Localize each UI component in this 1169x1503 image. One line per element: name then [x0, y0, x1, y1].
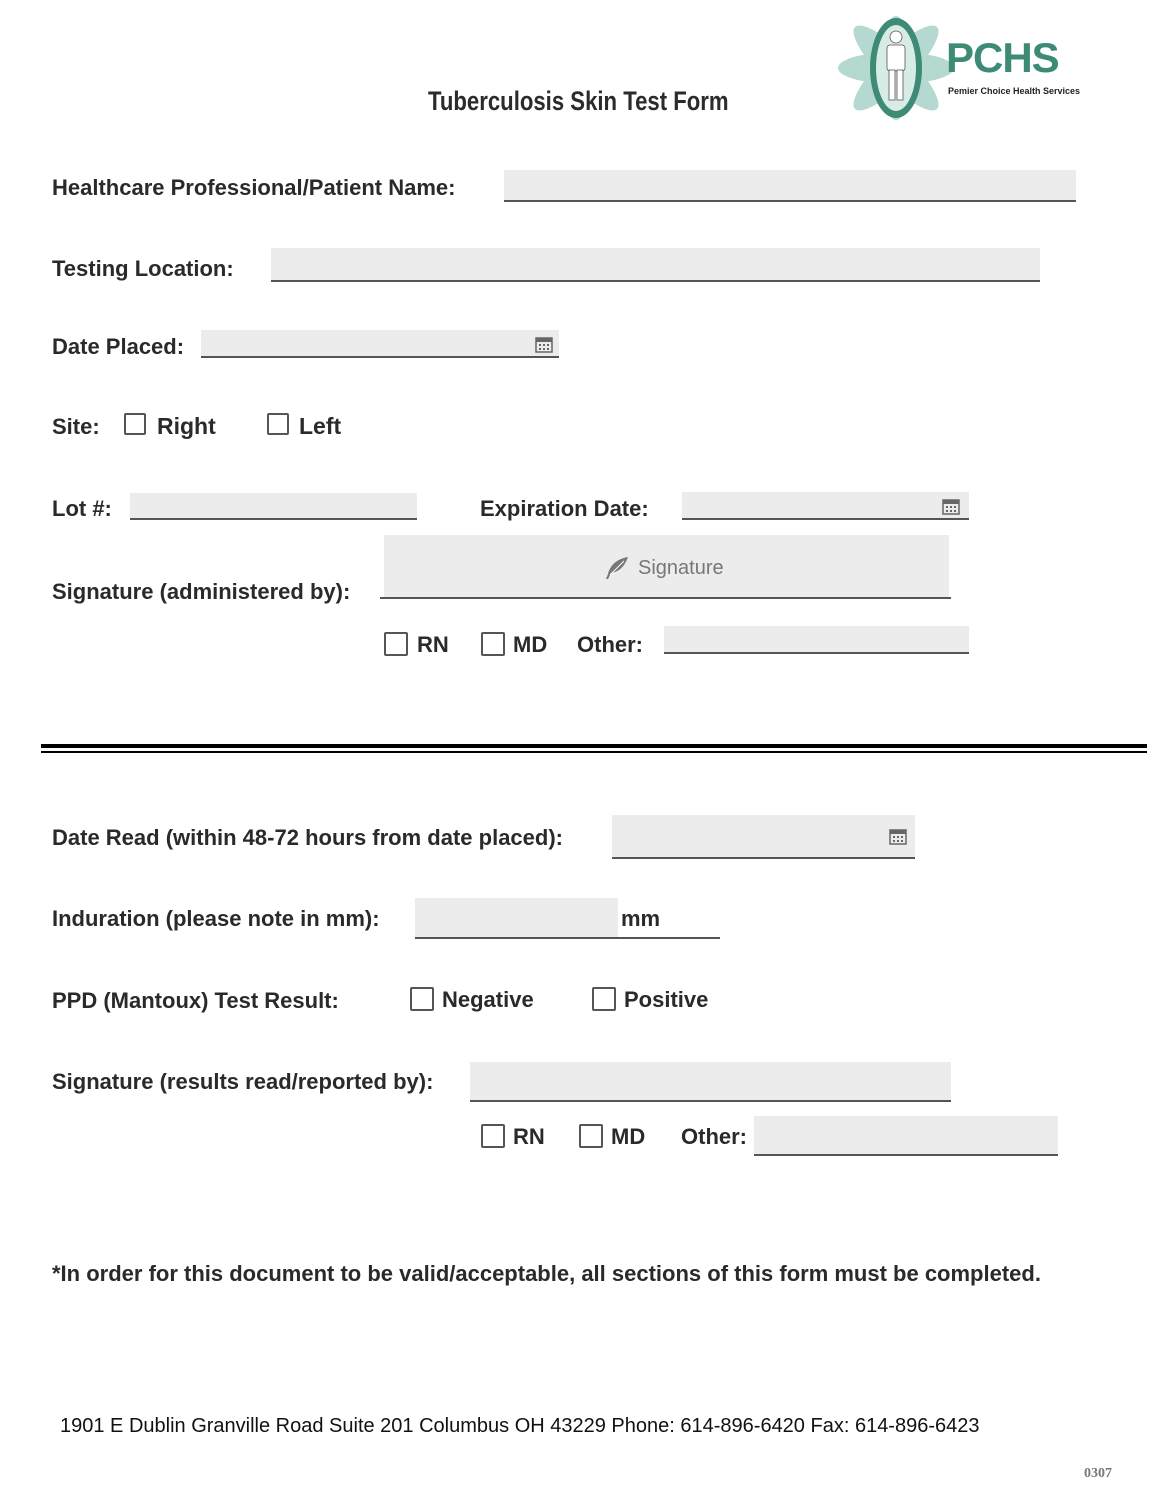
expiration-field[interactable]	[682, 492, 969, 520]
location-label: Testing Location:	[52, 256, 234, 281]
mm-unit: mm	[621, 906, 661, 931]
read-other-label: Other:	[681, 1124, 747, 1149]
induration-label: Induration (please note in mm):	[52, 906, 380, 931]
read-md-label: MD	[611, 1124, 646, 1149]
ppd-label: PPD (Mantoux) Test Result:	[52, 988, 339, 1013]
read-other-field[interactable]	[754, 1116, 1058, 1156]
admin-rn-label: RN	[417, 632, 449, 657]
calendar-icon[interactable]	[942, 497, 960, 515]
positive-label: Positive	[624, 987, 709, 1012]
lot-field[interactable]	[130, 493, 417, 520]
lot-label: Lot #:	[52, 496, 112, 521]
calendar-icon[interactable]	[889, 827, 907, 845]
pchs-logo	[834, 12, 1081, 124]
negative-checkbox[interactable]	[410, 987, 434, 1011]
admin-other-label: Other:	[577, 632, 643, 657]
completion-notice: *In order for this document to be valid/acceptable, all sections of this form must be completed.	[52, 1261, 1041, 1286]
admin-md-checkbox[interactable]	[481, 632, 505, 656]
footer-address: 1901 E Dublin Granville Road Suite 201 Columbus OH 43229 Phone: 614-896-6420 Fax: 614-896-6423	[60, 1415, 980, 1437]
induration-field[interactable]	[415, 898, 618, 938]
admin-other-field[interactable]	[664, 626, 969, 654]
read-rn-checkbox[interactable]	[481, 1124, 505, 1148]
sig-read-field[interactable]	[470, 1062, 951, 1102]
name-label: Healthcare Professional/Patient Name:	[52, 175, 456, 200]
calendar-icon[interactable]	[535, 335, 553, 353]
positive-checkbox[interactable]	[592, 987, 616, 1011]
name-field[interactable]	[504, 170, 1076, 202]
logo-tagline: Pemier Choice Health Services	[948, 86, 1081, 96]
site-label: Site:	[52, 414, 100, 439]
admin-md-label: MD	[513, 632, 548, 657]
read-rn-label: RN	[513, 1124, 545, 1149]
feather-icon	[604, 556, 630, 580]
admin-rn-checkbox[interactable]	[384, 632, 408, 656]
date-read-label: Date Read (within 48-72 hours from date placed):	[52, 825, 563, 850]
negative-label: Negative	[442, 987, 534, 1012]
sig-admin-placeholder: Signature	[638, 557, 724, 579]
page-title: Tuberculosis Skin Test Form	[428, 86, 729, 116]
expiration-label: Expiration Date:	[480, 496, 649, 521]
site-left-checkbox[interactable]	[267, 413, 289, 435]
date-read-field[interactable]	[612, 815, 915, 859]
sig-admin-underline	[380, 597, 951, 599]
section-divider	[41, 744, 1147, 748]
site-right-label: Right	[157, 413, 216, 439]
site-right-checkbox[interactable]	[124, 413, 146, 435]
sig-read-label: Signature (results read/reported by):	[52, 1069, 434, 1094]
date-placed-field[interactable]	[201, 330, 559, 358]
site-left-label: Left	[299, 413, 342, 439]
location-field[interactable]	[271, 248, 1040, 282]
form-code: 0307	[1084, 1466, 1112, 1481]
induration-underline	[415, 937, 720, 939]
date-placed-label: Date Placed:	[52, 334, 185, 359]
logo-text: PCHS	[946, 34, 1059, 81]
sig-admin-label: Signature (administered by):	[52, 579, 351, 604]
read-md-checkbox[interactable]	[579, 1124, 603, 1148]
